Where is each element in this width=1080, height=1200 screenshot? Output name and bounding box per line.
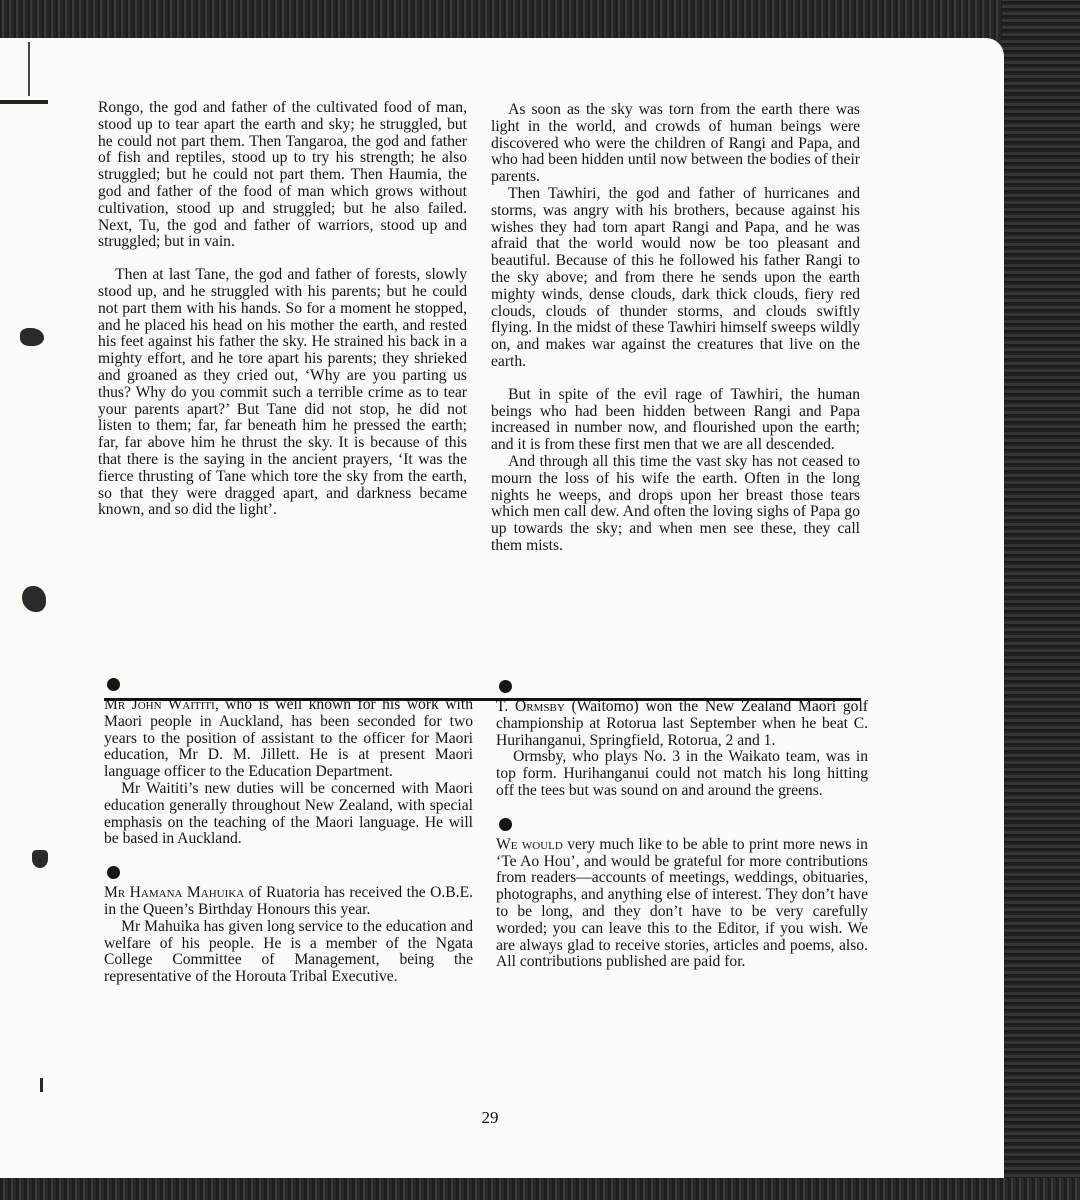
- binding-mark: [20, 328, 44, 346]
- news-left-column: [104, 678, 473, 986]
- news-lead-words: We would: [496, 835, 563, 853]
- binding-mark: [22, 586, 46, 612]
- article-paragraph: As soon as the sky was torn from the earth there was light in the world, and crowds of human beings were discovered who were the children of Rangi and Papa, and who had been hidden until now between the bodies of their parents.: [491, 101, 860, 186]
- news-person-name: Mr Hamana Mahuika: [104, 884, 245, 902]
- news-paragraph: Ormsby, who plays No. 3 in the Waikato team, was in top form. Hurihanganui could not match his long hitting off the tees but was sound on and around the greens.: [496, 748, 868, 799]
- scan-border-bottom: [0, 1178, 1080, 1200]
- binding-mark: [28, 42, 30, 96]
- scan-border-top: [0, 0, 1080, 40]
- bullet-icon: [107, 678, 120, 691]
- article-paragraph: But in spite of the evil rage of Tawhiri, the human beings who had been hidden between Rangi and Papa increased in number now, and flourished upon the earth; and it is from these first men that we are all descended.: [491, 385, 860, 454]
- binding-mark: [40, 1078, 43, 1092]
- article-paragraph: And through all this time the vast sky has not ceased to mourn the loss of his wife the earth. Often in the long nights he weeps, and drops upon her breast those tears which men call dew. And often the loving sighs of Papa go up towards the sky; and when men see these, they call them mists.: [491, 452, 860, 554]
- bullet-icon: [499, 818, 512, 831]
- news-item-waititi: Mr John Waititi, who is well known for his work with Maori people in Auckland, has been seconded for two years to the position of assistant to the officer for Maori education, Mr D. M. Jillett. He is at present Maori language officer to the Education Department.: [104, 696, 473, 781]
- scan-border-right: [1002, 0, 1080, 1200]
- news-paragraph: Mr Waititi’s new duties will be concerned with Maori education generally throughout New Zealand, with special emphasis on the teaching of the Maori language. He will be based in Auckland.: [104, 779, 473, 848]
- news-paragraph: Mr Mahuika has given long service to the education and welfare of his people. He is a member of the Ngata College Committee of Management, being the representative of the Horouta Tribal Executive.: [104, 917, 473, 986]
- page-number: 29: [481, 1108, 499, 1127]
- news-item-contributions: We would very much like to be able to print more news in ‘Te Ao Hou’, and would be grateful for more contributions from readers—accounts of meetings, weddings, obituaries, photographs, and anything else of interest. They don’t have to be long, and they don’t have to be very carefully worded; you can leave this to the Editor, if you wish. We are always glad to receive stories, articles and poems, also. All contributions published are paid for.: [496, 835, 868, 971]
- news-person-name: Ormsby: [515, 698, 565, 715]
- document-page: [0, 38, 1004, 1178]
- binding-mark: [0, 100, 48, 104]
- article-paragraph: Then at last Tane, the god and father of forests, slowly stood up, and he struggled with his parents; but he could not part them with his hands. So for a moment he stopped, and he placed his head on his mother the earth, and rested his feet against his father the sky. He strained his back in a mighty effort, and he tore apart his parents; they shrieked and groaned as they cried out, ‘Why are you parting us thus? Why do you commit such a terrible crime as to tear your parents apart?’ But Tane did not stop, he did not listen to them; far, far beneath him he pressed the earth; far, far above him he thrust the sky. It is because of this that there is the saying in the ancient prayers, ‘It was the fierce thrusting of Tane which tore the sky from the earth, so that they were dragged apart, and darkness became known, and so did the light’.: [98, 266, 467, 519]
- news-item-ormsby: T. Ormsby (Waitomo) won the New Zealand Maori golf championship at Rotorua last September when he beat C. Hurihanganui, Springfield, Rotorua, 2 and 1.: [496, 698, 868, 749]
- article-right-column: [491, 102, 860, 555]
- bullet-icon: [107, 866, 120, 879]
- article-paragraph: Rongo, the god and father of the cultivated food of man, stood up to tear apart the earth and sky; he struggled, but he could not part them. Then Tangaroa, the god and father of fish and reptiles, stood up to try his strength; he also struggled; but he could not part them. Then Haumia, the god and father of the food of man which grows without cultivation, stood up and struggled; but he also failed. Next, Tu, the god and father of warriors, stood up and struggled; but in vain.: [98, 99, 467, 251]
- binding-mark: [32, 850, 48, 868]
- bullet-icon: [499, 680, 512, 693]
- article-left-column: [98, 100, 467, 519]
- article-paragraph: Then Tawhiri, the god and father of hurricanes and storms, was angry with his brothers, because against his wishes they had torn apart Rangi and Papa, and he was afraid that the world would now be too pleasant and beautiful. Because of this he followed his father Rangi to the sky above; and from there he sends upon the earth mighty winds, dense clouds, dark thick clouds, fiery red clouds, clouds of thunder storms, and clouds swiftly flying. In the midst of these Tawhiri himself sweeps wildly on, and makes war against the creatures that live on the earth.: [491, 184, 860, 370]
- news-person-name: Mr John Waititi: [104, 696, 215, 713]
- news-right-column: [496, 680, 868, 971]
- news-item-mahuika: Mr Hamana Mahuika of Ruatoria has received the O.B.E. in the Queen’s Birthday Honours this year.: [104, 884, 473, 918]
